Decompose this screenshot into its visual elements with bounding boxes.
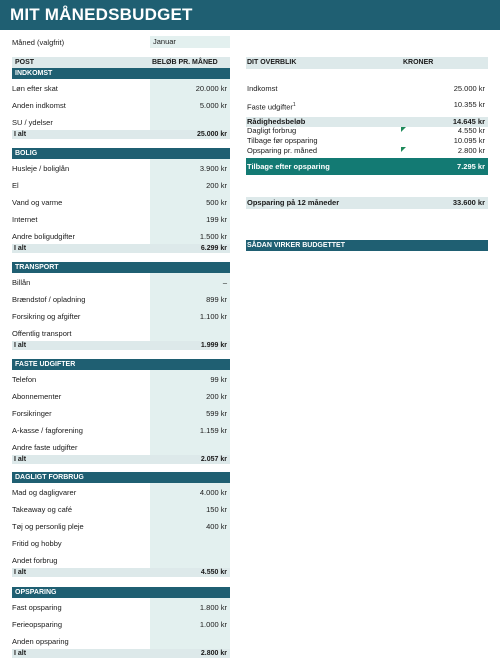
row-label: Fritid og hobby	[12, 539, 62, 548]
row-label: Billån	[12, 278, 31, 287]
row-value[interactable]: 150 kr	[206, 505, 227, 514]
row-label: Tøj og personlig pleje	[12, 522, 84, 531]
overview-daily: Dagligt forbrug 4.550 kr	[247, 126, 485, 135]
row-label: Mad og dagligvarer	[12, 488, 77, 497]
section-title: DAGLIGT FORBRUG	[12, 472, 230, 483]
row-value[interactable]: 99 kr	[210, 375, 227, 384]
section-bolig	[12, 148, 230, 253]
row-label: Andet forbrug	[12, 556, 58, 565]
section-indkomst	[12, 68, 230, 139]
row-label: Andre boligudgifter	[12, 232, 75, 241]
month-input[interactable]: Januar	[150, 36, 230, 48]
row-label: Ferieopsparing	[12, 620, 63, 629]
overview-panel	[246, 0, 488, 667]
section-title: INDKOMST	[12, 68, 230, 79]
amount-header: BELØB PR. MÅNED	[152, 59, 218, 66]
row-label: Løn efter skat	[12, 84, 58, 93]
overview-savings-12: Opsparing på 12 måneder 33.600 kr	[246, 197, 488, 209]
row-label: Forsikring og afgifter	[12, 312, 81, 321]
row-label: Telefon	[12, 375, 37, 384]
row-value[interactable]: 599 kr	[206, 409, 227, 418]
row-label: El	[12, 181, 19, 190]
month-label: Måned (valgfrit)	[12, 38, 65, 47]
section-total: I alt 4.550 kr	[12, 568, 230, 577]
row-value[interactable]: 20.000 kr	[195, 84, 227, 93]
row-label: Internet	[12, 215, 38, 224]
row-label: Abonnementer	[12, 392, 62, 401]
post-header: POST	[15, 59, 35, 66]
overview-title: DIT OVERBLIK	[247, 59, 297, 66]
row-label: Offentlig transport	[12, 329, 72, 338]
row-label: Forsikringer	[12, 409, 52, 418]
overview-back-before: Tilbage før opsparing 10.095 kr	[247, 136, 485, 145]
row-value[interactable]: 1.100 kr	[199, 312, 227, 321]
section-transport	[12, 262, 230, 350]
row-label: Brændstof / opladning	[12, 295, 86, 304]
row-value[interactable]: 200 kr	[206, 181, 227, 190]
section-title: FASTE UDGIFTER	[12, 359, 230, 370]
row-value[interactable]: 899 kr	[206, 295, 227, 304]
how-it-works-header: SÅDAN VIRKER BUDGETTET	[246, 240, 488, 251]
flag-marker	[401, 127, 406, 132]
row-value[interactable]: 200 kr	[206, 392, 227, 401]
row-value[interactable]: 199 kr	[206, 215, 227, 224]
row-value[interactable]: 500 kr	[206, 198, 227, 207]
section-total: I alt 2.800 kr	[12, 649, 230, 658]
overview-fixed: Faste udgifter$^1$ 10.355 kr	[247, 100, 485, 112]
flag-marker	[401, 147, 406, 152]
section-dagligt-forbrug	[12, 472, 230, 577]
row-label: Andre faste udgifter	[12, 443, 78, 452]
row-label: Vand og varme	[12, 198, 63, 207]
row-value[interactable]: –	[222, 278, 227, 287]
overview-disposable: Rådighedsbeløb 14.645 kr	[246, 117, 488, 127]
row-value[interactable]: 1.000 kr	[199, 620, 227, 629]
month-row	[12, 36, 230, 48]
row-label: A-kasse / fagforening	[12, 426, 83, 435]
section-title: OPSPARING	[12, 587, 230, 598]
overview-income: Indkomst 25.000 kr	[247, 84, 485, 93]
overview-savings: Opsparing pr. måned 2.800 kr	[247, 146, 485, 155]
section-title: BOLIG	[12, 148, 230, 159]
section-title: TRANSPORT	[12, 262, 230, 273]
row-value[interactable]: 400 kr	[206, 522, 227, 531]
row-value[interactable]: 1.500 kr	[199, 232, 227, 241]
section-total: I alt 1.999 kr	[12, 341, 230, 350]
row-value[interactable]: 5.000 kr	[199, 101, 227, 110]
row-label: Husleje / boliglån	[12, 164, 70, 173]
overview-back-after: Tilbage efter opsparing 7.295 kr	[246, 158, 488, 175]
section-opsparing	[12, 587, 230, 658]
row-label: SU / ydelser	[12, 118, 53, 127]
row-label: Fast opsparing	[12, 603, 62, 612]
row-label: Anden indkomst	[12, 101, 66, 110]
section-total: I alt 6.299 kr	[12, 244, 230, 253]
row-value[interactable]: 3.900 kr	[199, 164, 227, 173]
section-faste-udgifter	[12, 359, 230, 464]
row-label: Takeaway og café	[12, 505, 73, 514]
section-total: I alt 2.057 kr	[12, 455, 230, 464]
overview-amount-header: KRONER	[403, 59, 434, 66]
section-total: I alt 25.000 kr	[12, 130, 230, 139]
row-value[interactable]: 4.000 kr	[199, 488, 227, 497]
page-title: MIT MÅNEDSBUDGET	[10, 5, 193, 24]
row-value[interactable]: 1.159 kr	[199, 426, 227, 435]
row-value[interactable]: 1.800 kr	[199, 603, 227, 612]
row-label: Anden opsparing	[12, 637, 69, 646]
